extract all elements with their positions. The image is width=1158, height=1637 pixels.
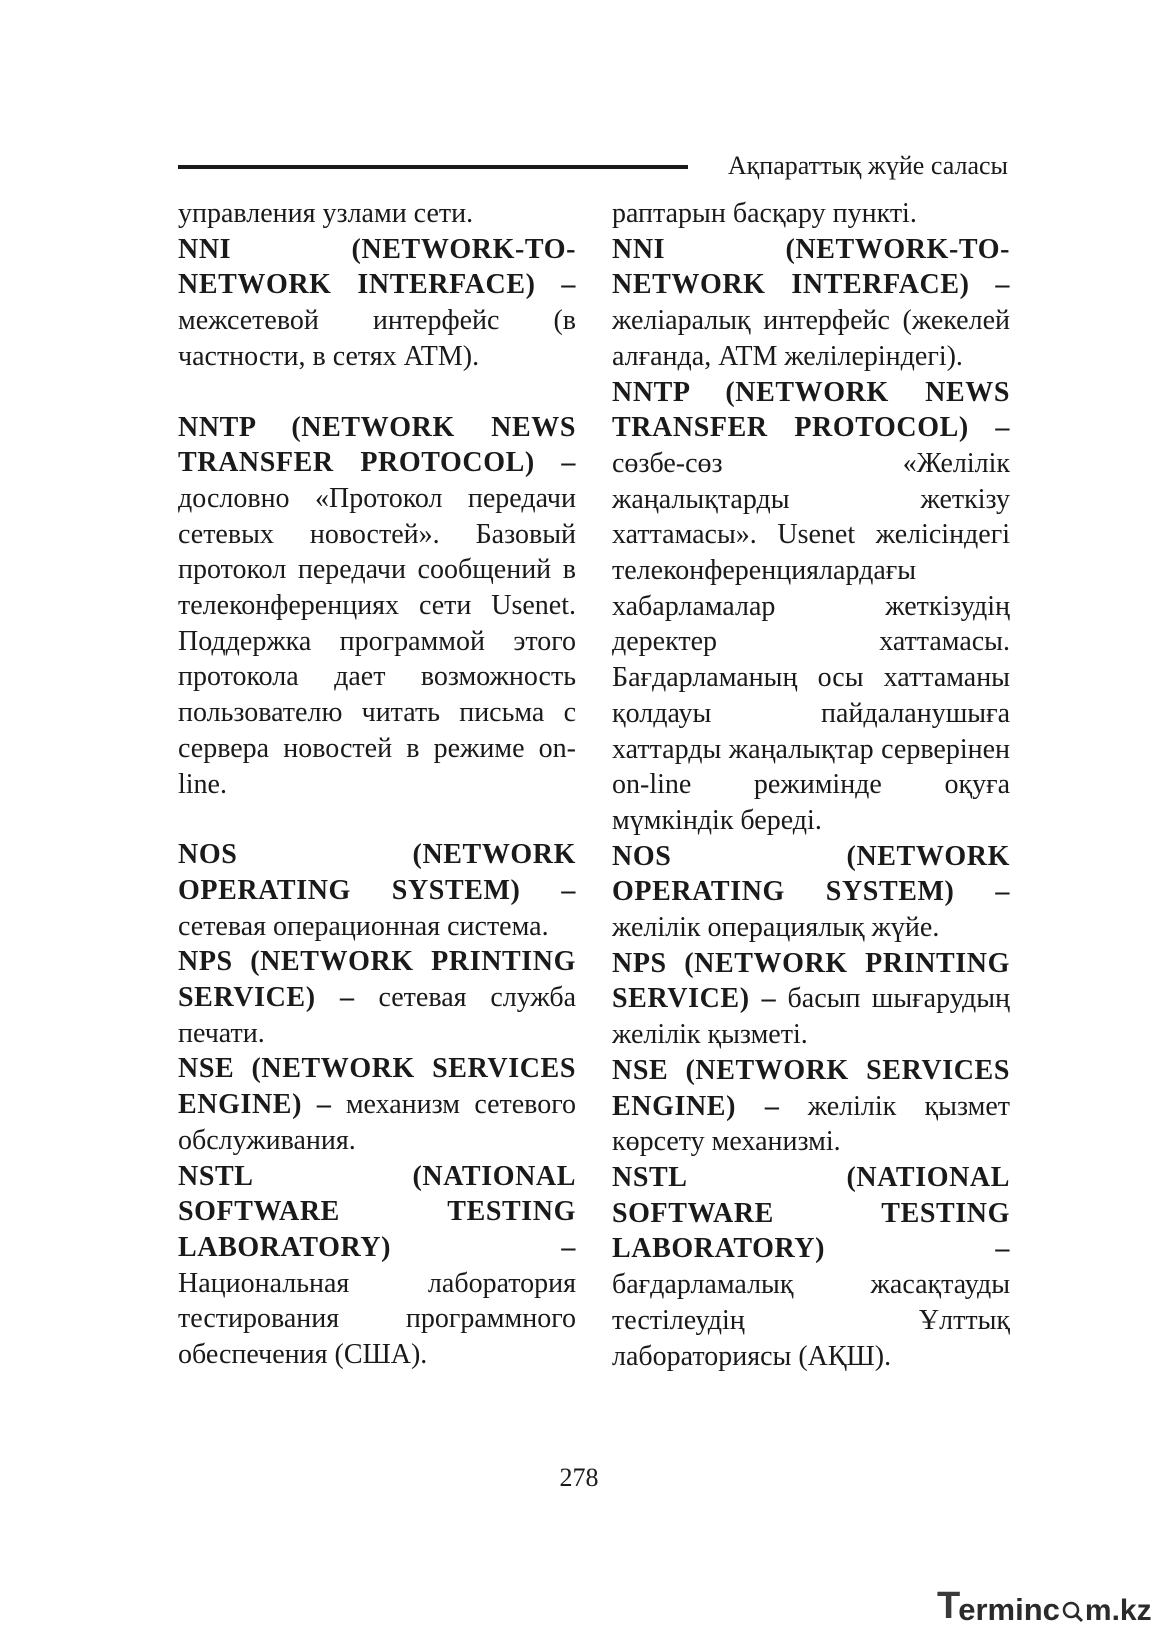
logo-initial: T [937,1585,961,1627]
entry-continuation [612,196,1010,232]
entry-term: NNI (NETWORK-TO-NETWORK INTERFACE) – [178,233,576,301]
left-column [178,196,576,1373]
header-title: Ақпараттық жүйе саласы [727,151,1008,180]
page-number: 278 [559,1463,599,1492]
entry-term: NSE (NETWORK SERVICES ENGINE) – [612,1054,1010,1122]
entry-nstl [178,1159,576,1373]
entry-nps [612,946,1010,1053]
entry-definition: дословно «Протокол передачи сетевых новостей». Базовый протокол передачи сообщений в телеконференциях сети Usenet. Поддержка программой этого протокола дает возможность пользователю читать письма с сервера новостей в режиме on-line. [178,482,576,800]
entry-term: NSTL (NATIONAL SOFTWARE TESTING LABORATORY) – [178,1160,576,1263]
magnifier-icon [1062,1601,1084,1623]
entry-definition: управления узлами сети. [178,198,474,229]
entry-definition: Национальная лаборатория тестирования программного обеспечения (США). [178,1267,576,1371]
logo-text-part: m.kz [1084,1594,1152,1627]
right-column [612,196,1010,1374]
entry-definition: межсетевой интерфейс (в частности, в сетях ATM). [178,305,576,372]
entry-term: NPS (NETWORK PRINTING SERVICE) – [612,947,1010,1015]
entry-term: NSE (NETWORK SERVICES ENGINE) – [178,1053,576,1121]
entry-term: NSTL (NATIONAL SOFTWARE TESTING LABORATORY) – [612,1161,1010,1265]
entry-nstl [612,1160,1010,1374]
entry-definition: басып шығарудың желілік қызметі. [612,983,1010,1051]
entry-nos [178,837,576,944]
entry-nse [178,1051,576,1158]
entry-definition: раптарын басқару пункті. [612,198,917,229]
entry-term: NOS (NETWORK OPERATING SYSTEM) – [178,839,576,906]
entry-nni [178,232,576,375]
entry-definition: сөзбе-сөз «Желілік жаңалықтарды жеткізу хаттамасы». Usenet желісіндегі телеконференциялардағы хабарламалар жеткізудің деректер хаттамасы. Бағдарламаның осы хаттаманы қолдауы пайдаланушыға хаттарды жаңалықтар серверінен on-line режимінде оқуға мүмкіндік береді. [612,447,1010,836]
entry-nntp [612,375,1010,839]
entry-term: NNTP (NETWORK NEWS TRANSFER PROTOCOL) – [178,411,576,479]
entry-term: NPS (NETWORK PRINTING SERVICE) – [178,946,576,1014]
entry-term: NNTP (NETWORK NEWS TRANSFER PROTOCOL) – [612,376,1010,444]
running-header [178,138,1008,188]
entry-nntp [178,410,576,803]
entry-definition: желілік операциялық жүйе. [612,912,940,944]
logo-text-part: erminc [958,1592,1060,1627]
entry-term: NNI (NETWORK-TO-NETWORK INTERFACE) – [612,233,1010,301]
entry-definition: бағдарламалық жасақтауды тестілеудің Ұлттық лабораториясы (АҚШ). [612,1269,1010,1372]
entry-definition: желіаралық интерфейс (жекелей алғанда, ATM желілеріндегі). [612,305,1010,372]
entry-definition: желілік қызмет көрсету механизмі. [612,1090,1010,1158]
header-rule [178,165,688,169]
entry-nse [612,1053,1010,1160]
entry-definition: механизм сетевого обслуживания. [178,1089,577,1156]
entry-definition: сетевая операционная система. [178,910,549,942]
entry-nos [612,839,1010,946]
entry-term: NOS (NETWORK OPERATING SYSTEM) – [612,840,1010,908]
entry-continuation [178,196,576,232]
entry-nps [178,944,576,1051]
entry-nni [612,232,1010,375]
watermark-logo [937,1585,1152,1628]
entry-definition: сетевая служба печати. [178,982,577,1049]
